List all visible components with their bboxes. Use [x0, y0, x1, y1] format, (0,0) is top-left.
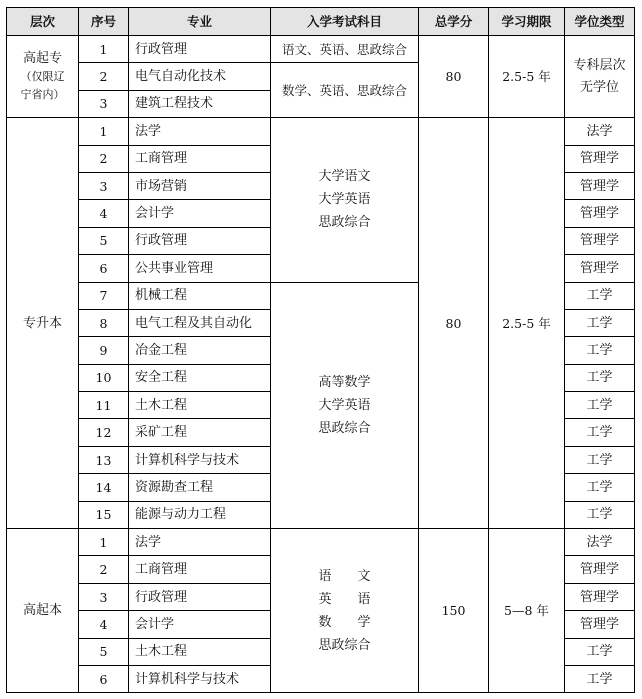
exam-line: 思政综合 [318, 637, 371, 653]
degree-cell: 管理学 [565, 145, 635, 172]
seq-cell: 3 [79, 583, 129, 610]
major-cell: 工商管理 [129, 556, 271, 583]
major-cell: 建筑工程技术 [129, 90, 271, 117]
major-cell: 资源勘查工程 [129, 474, 271, 501]
exam-cell [271, 118, 419, 282]
degree-cell: 工学 [565, 419, 635, 446]
duration-cell: 2.5-5 年 [489, 36, 565, 118]
degree-cell: 工学 [565, 501, 635, 528]
table-row [7, 36, 635, 63]
degree-note-cell [565, 36, 635, 118]
score-cell: 80 [419, 118, 489, 529]
exam-cell: 数学、英语、思政综合 [271, 63, 419, 118]
major-cell: 行政管理 [129, 583, 271, 610]
exam-cell: 语文、英语、思政综合 [271, 36, 419, 63]
seq-cell: 2 [79, 63, 129, 90]
major-cell: 市场营销 [129, 172, 271, 199]
seq-cell: 4 [79, 200, 129, 227]
seq-cell: 5 [79, 638, 129, 665]
exam-line: 高等数学 [318, 374, 371, 390]
major-cell: 采矿工程 [129, 419, 271, 446]
degree-cell: 管理学 [565, 227, 635, 254]
seq-cell: 3 [79, 172, 129, 199]
exam-cell [271, 282, 419, 529]
major-cell: 法学 [129, 529, 271, 556]
exam-line: 大学英语 [318, 192, 371, 208]
exam-line: 大学英语 [318, 397, 371, 413]
seq-cell: 12 [79, 419, 129, 446]
degree-note-line: 无学位 [579, 79, 619, 95]
table-row [7, 529, 635, 556]
header-degree: 学位类型 [565, 8, 635, 36]
level-cell-gaoqizhuan [7, 36, 79, 118]
duration-cell: 2.5-5 年 [489, 118, 565, 529]
header-duration: 学习期限 [489, 8, 565, 36]
seq-cell: 10 [79, 364, 129, 391]
major-cell: 公共事业管理 [129, 255, 271, 282]
seq-cell: 15 [79, 501, 129, 528]
major-cell: 会计学 [129, 611, 271, 638]
level-cell-zhuanshengben: 专升本 [7, 118, 79, 529]
seq-cell: 14 [79, 474, 129, 501]
major-cell: 冶金工程 [129, 337, 271, 364]
exam-line: 语 文 [318, 568, 371, 584]
seq-cell: 2 [79, 145, 129, 172]
major-cell: 安全工程 [129, 364, 271, 391]
degree-cell: 工学 [565, 474, 635, 501]
degree-cell: 管理学 [565, 200, 635, 227]
seq-cell: 1 [79, 118, 129, 145]
major-cell: 机械工程 [129, 282, 271, 309]
program-table-container [6, 7, 634, 693]
header-seq: 序号 [79, 8, 129, 36]
major-cell: 计算机科学与技术 [129, 446, 271, 473]
header-row [7, 8, 635, 36]
exam-line: 思政综合 [318, 215, 371, 231]
level-cell-gaoqiben: 高起本 [7, 529, 79, 693]
degree-cell: 管理学 [565, 556, 635, 583]
degree-cell: 工学 [565, 364, 635, 391]
seq-cell: 13 [79, 446, 129, 473]
header-exam: 入学考试科目 [271, 8, 419, 36]
score-cell: 80 [419, 36, 489, 118]
exam-line: 思政综合 [318, 420, 371, 436]
degree-cell: 管理学 [565, 172, 635, 199]
major-cell: 土木工程 [129, 638, 271, 665]
exam-line: 数 学 [318, 614, 371, 630]
degree-note-line: 专科层次 [573, 57, 626, 73]
degree-cell: 管理学 [565, 255, 635, 282]
seq-cell: 2 [79, 556, 129, 583]
degree-cell: 管理学 [565, 611, 635, 638]
seq-cell: 1 [79, 529, 129, 556]
degree-cell: 工学 [565, 392, 635, 419]
level-note-line: 宁省内） [20, 88, 65, 102]
header-score: 总学分 [419, 8, 489, 36]
degree-cell: 管理学 [565, 583, 635, 610]
seq-cell: 5 [79, 227, 129, 254]
major-cell: 电气自动化技术 [129, 63, 271, 90]
degree-cell: 工学 [565, 446, 635, 473]
degree-cell: 工学 [565, 665, 635, 692]
degree-cell: 法学 [565, 529, 635, 556]
seq-cell: 3 [79, 90, 129, 117]
score-cell: 150 [419, 529, 489, 693]
seq-cell: 6 [79, 665, 129, 692]
seq-cell: 6 [79, 255, 129, 282]
duration-cell: 5—8 年 [489, 529, 565, 693]
seq-cell: 8 [79, 309, 129, 336]
major-cell: 会计学 [129, 200, 271, 227]
seq-cell: 7 [79, 282, 129, 309]
exam-line: 英 语 [318, 591, 371, 607]
degree-cell: 法学 [565, 118, 635, 145]
major-cell: 行政管理 [129, 227, 271, 254]
degree-cell: 工学 [565, 282, 635, 309]
level-note-line: （仅限辽 [20, 70, 65, 84]
major-cell: 行政管理 [129, 36, 271, 63]
level-name: 高起专 [22, 51, 62, 67]
major-cell: 土木工程 [129, 392, 271, 419]
header-major: 专业 [129, 8, 271, 36]
seq-cell: 1 [79, 36, 129, 63]
header-level: 层次 [7, 8, 79, 36]
major-cell: 电气工程及其自动化 [129, 309, 271, 336]
major-cell: 法学 [129, 118, 271, 145]
degree-cell: 工学 [565, 638, 635, 665]
table-row [7, 118, 635, 145]
major-cell: 工商管理 [129, 145, 271, 172]
degree-cell: 工学 [565, 309, 635, 336]
seq-cell: 4 [79, 611, 129, 638]
major-cell: 能源与动力工程 [129, 501, 271, 528]
exam-cell [271, 529, 419, 693]
program-table [6, 7, 635, 693]
major-cell: 计算机科学与技术 [129, 665, 271, 692]
seq-cell: 9 [79, 337, 129, 364]
seq-cell: 11 [79, 392, 129, 419]
exam-line: 大学语文 [318, 169, 371, 185]
degree-cell: 工学 [565, 337, 635, 364]
